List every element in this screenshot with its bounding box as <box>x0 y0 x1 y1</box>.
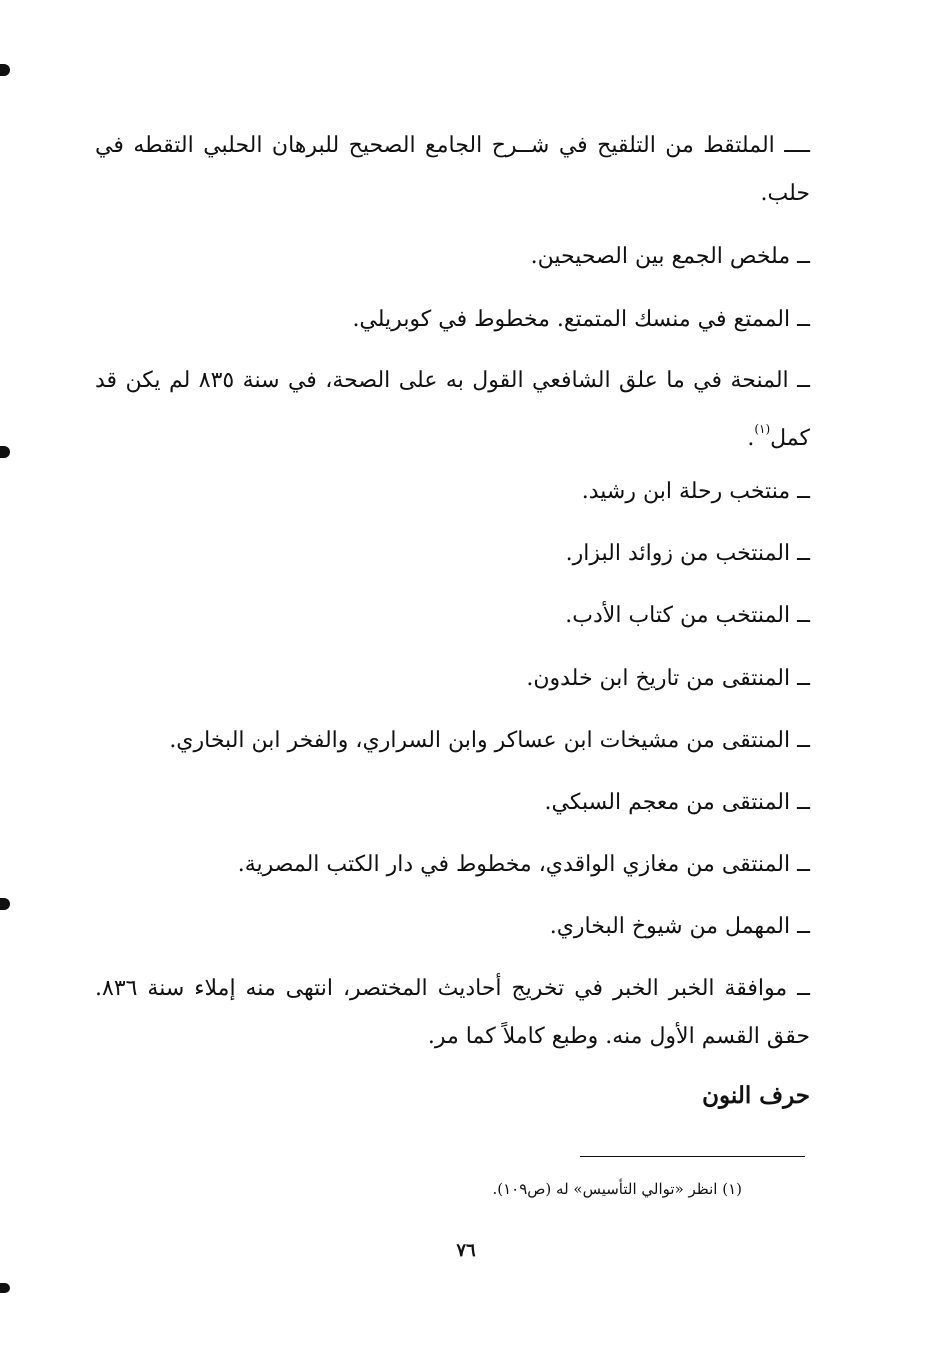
scan-edge-mark <box>0 446 10 458</box>
list-item: ــ موافقة الخبر الخبر في تخريج أحاديث المختصر، انتهى منه إملاء سنة ٨٣٦. حقق القسم الأول منه. وطبع كاملاً كما مر. <box>95 976 810 1049</box>
list-item: ــ الممتع في منسك المتمتع. مخطوط في كوبريلي. <box>352 307 810 332</box>
footnote-reference: (١) <box>754 422 771 436</box>
scan-edge-mark <box>0 898 10 910</box>
scan-edge-mark <box>0 64 10 76</box>
footnote: (١) انظر «توالي التأسيس» له (ص١٠٩). <box>492 1180 742 1198</box>
list-item: ــ المنتقى من مشيخات ابن عساكر وابن السراري، والفخر ابن البخاري. <box>169 728 810 753</box>
footnote-divider <box>580 1156 805 1157</box>
list-item: ــ المنتقى من معجم السبكي. <box>544 790 810 815</box>
list-item: ــ المنتقى من تاريخ ابن خلدون. <box>526 666 810 691</box>
main-text <box>95 0 810 1353</box>
list-item: ــ منتخب رحلة ابن رشيد. <box>581 479 810 504</box>
list-item: ــ المهمل من شيوخ البخاري. <box>549 914 810 939</box>
list-item: ــ المنتخب من زوائد البزار. <box>565 541 810 566</box>
list-item: ــ ملخص الجمع بين الصحيحين. <box>530 244 810 269</box>
list-item: ــــ الملتقط من التلقيح في شــرح الجامع الصحيح للبرهان الحلبي التقطه في حلب. <box>95 133 810 206</box>
section-heading: حرف النون <box>702 1082 810 1109</box>
list-item: ــ المنحة في ما علق الشافعي القول به على الصحة، في سنة ٨٣٥ لم يكن قد كمل$^{(١)}$. <box>95 368 810 451</box>
list-item: ــ المنتقى من مغازي الواقدي، مخطوط في دار الكتب المصرية. <box>237 852 810 877</box>
scan-edge-mark <box>0 1283 10 1293</box>
list-item: ــ المنتخب من كتاب الأدب. <box>565 603 810 628</box>
page-number: ٧٦ <box>456 1240 476 1261</box>
